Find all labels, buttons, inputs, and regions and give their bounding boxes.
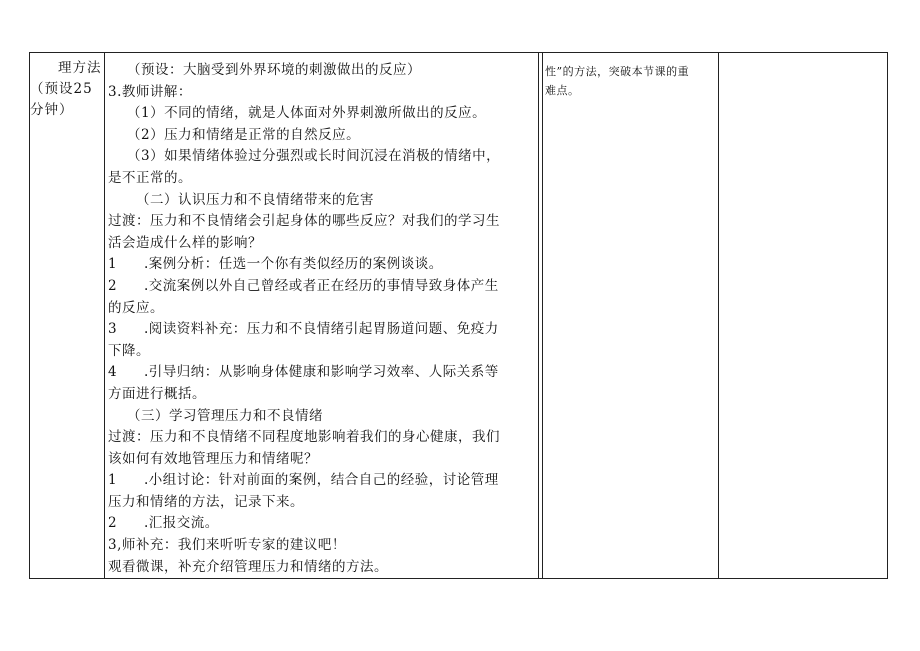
text-line: 性”的方法，突破本节课的重 <box>545 65 690 78</box>
section-label-line: （预设25 <box>30 81 93 97</box>
list-number: 1 <box>108 256 118 273</box>
text-line: 活会造成什么样的影响？ <box>108 234 262 251</box>
text-line: （3）如果情绪体验过分强烈或长时间沉浸在消极的情绪中， <box>127 148 501 165</box>
section-label-cell <box>30 53 104 578</box>
text-line: （2）压力和情绪是正常的自然反应。 <box>127 126 361 143</box>
text-line: 压力和情绪的方法，记录下来。 <box>108 493 304 510</box>
list-text: .汇报交流。 <box>144 515 219 532</box>
text-line: 下降。 <box>108 342 150 359</box>
list-item <box>108 254 540 276</box>
text-line: 3.教师讲解： <box>108 83 192 100</box>
teaching-process-cell <box>108 53 540 578</box>
notes-cell <box>719 53 889 578</box>
text-line: 观看微课，补充介绍管理压力和情绪的方法。 <box>108 558 388 575</box>
list-number: 4 <box>108 364 118 381</box>
text-line: （二）认识压力和不良情绪带来的危害 <box>136 191 374 208</box>
list-item <box>108 470 540 492</box>
text-line: 该如何有效地管理压力和情绪呢？ <box>108 450 318 467</box>
text-line: 过渡：压力和不良情绪不同程度地影响着我们的身心健康，我们 <box>108 429 500 446</box>
section-label-line: 理方法 <box>58 60 102 76</box>
column-divider <box>104 53 105 578</box>
text-line: 的反应。 <box>108 299 164 316</box>
list-number: 1 <box>108 472 118 489</box>
text-line: 3,师补充：我们来听听专家的建议吧！ <box>108 537 346 554</box>
list-number: 2 <box>108 277 118 294</box>
list-text: .阅读资料补充：压力和不良情绪引起胃肠道问题、免疫力 <box>144 321 499 338</box>
design-intent-cell <box>542 53 718 578</box>
list-item <box>108 319 540 341</box>
text-line: （三）学习管理压力和不良情绪 <box>127 407 323 424</box>
list-number: 2 <box>108 515 118 532</box>
text-line: 是不正常的。 <box>108 169 192 186</box>
lesson-plan-table <box>29 52 888 579</box>
list-item <box>108 513 540 535</box>
text-line: 过渡：压力和不良情绪会引起身体的哪些反应？对我们的学习生 <box>108 213 500 230</box>
section-label-line: 分钟） <box>30 102 74 118</box>
text-line: （1）不同的情绪，就是人体面对外界刺激所做出的反应。 <box>127 105 487 122</box>
list-text: .交流案例以外自己曾经或者正在经历的事情导致身体产生 <box>144 277 499 294</box>
list-item <box>108 276 540 298</box>
list-item <box>108 362 540 384</box>
text-line: 难点。 <box>545 84 580 97</box>
text-line: （预设：大脑受到外界环境的刺激做出的反应） <box>127 62 421 78</box>
list-text: .小组讨论：针对前面的案例，结合自己的经验，讨论管理 <box>144 472 499 489</box>
list-text: .引导归纳：从影响身体健康和影响学习效率、人际关系等 <box>144 364 499 381</box>
text-line: 方面进行概括。 <box>108 385 206 402</box>
list-text: .案例分析：任选一个你有类似经历的案例谈谈。 <box>144 256 443 273</box>
list-number: 3 <box>108 321 118 338</box>
